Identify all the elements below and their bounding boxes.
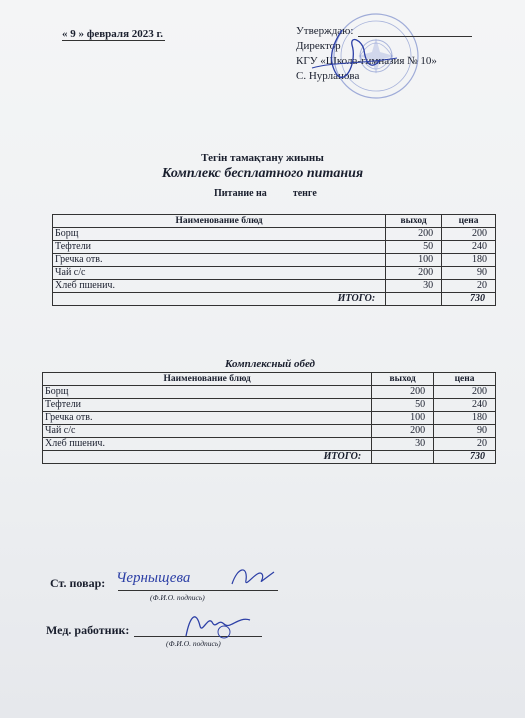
table-row	[43, 425, 496, 438]
cook-hint: (Ф.И.О. подпись)	[150, 593, 205, 602]
approve-organization: КГУ «Школа-гимназия № 10»	[296, 55, 437, 67]
dish-yield: 200	[386, 228, 442, 241]
dish-name: Хлеб пшенич.	[53, 280, 386, 293]
total-row	[43, 451, 496, 464]
cook-signature-text: Черныщева	[116, 570, 191, 586]
main-title: Комплекс бесплатного питания	[161, 166, 364, 181]
dish-price: 180	[434, 412, 496, 425]
table-row	[43, 399, 496, 412]
total-label: ИТОГО:	[43, 451, 372, 464]
column-header: цена	[434, 373, 496, 386]
cook-signature	[112, 560, 282, 594]
cook-label: Ст. повар:	[50, 576, 106, 590]
total-value: 730	[434, 451, 496, 464]
table-row	[43, 438, 496, 451]
dish-price: 20	[434, 438, 496, 451]
dish-yield: 50	[386, 241, 442, 254]
med-worker-label: Мед. работник:	[46, 623, 130, 637]
column-header: выход	[386, 215, 442, 228]
dish-price: 240	[442, 241, 496, 254]
approve-label: Утверждаю:	[296, 25, 354, 37]
total-empty-cell	[386, 293, 442, 306]
total-empty-cell	[372, 451, 434, 464]
table-row	[53, 280, 496, 293]
dish-price: 180	[442, 254, 496, 267]
dish-yield: 200	[386, 267, 442, 280]
kazakh-title: Тегін тамақтану жиыны	[201, 152, 324, 164]
total-label: ИТОГО:	[53, 293, 386, 306]
dish-name: Тефтели	[53, 241, 386, 254]
dish-yield: 50	[372, 399, 434, 412]
dish-name: Чай с/с	[53, 267, 386, 280]
dish-yield: 30	[386, 280, 442, 293]
med-hint: (Ф.И.О. подпись)	[166, 639, 221, 648]
dish-name: Тефтели	[43, 399, 372, 412]
dish-name: Хлеб пшенич.	[43, 438, 372, 451]
approve-person: С. Нурланова	[296, 70, 360, 82]
column-header: Наименование блюд	[43, 373, 372, 386]
dish-yield: 30	[372, 438, 434, 451]
dish-yield: 200	[372, 386, 434, 399]
document-date: « 9 » февраля 2023 г.	[62, 28, 164, 40]
dish-name: Гречка отв.	[53, 254, 386, 267]
total-value: 730	[442, 293, 496, 306]
director-signature	[302, 20, 422, 90]
menu-table-2	[42, 372, 496, 464]
table-row	[53, 267, 496, 280]
table-row	[43, 386, 496, 399]
table-row	[53, 241, 496, 254]
table-row	[53, 254, 496, 267]
dish-price: 90	[434, 425, 496, 438]
dish-name: Борщ	[53, 228, 386, 241]
table-row	[53, 228, 496, 241]
dish-price: 90	[442, 267, 496, 280]
menu-table-1	[52, 214, 496, 306]
dish-name: Чай с/с	[43, 425, 372, 438]
table-header-row	[53, 215, 496, 228]
table-row	[43, 412, 496, 425]
price-line: Питание на тенге	[214, 188, 317, 199]
table-header-row	[43, 373, 496, 386]
dish-price: 20	[442, 280, 496, 293]
dish-price: 200	[434, 386, 496, 399]
dish-price: 200	[442, 228, 496, 241]
lunch-subtitle: Комплексный обед	[225, 358, 316, 370]
dish-yield: 100	[386, 254, 442, 267]
column-header: цена	[442, 215, 496, 228]
dish-name: Гречка отв.	[43, 412, 372, 425]
column-header: выход	[372, 373, 434, 386]
dish-name: Борщ	[43, 386, 372, 399]
dish-yield: 200	[372, 425, 434, 438]
dish-price: 240	[434, 399, 496, 412]
dish-yield: 100	[372, 412, 434, 425]
approve-position: Директор	[296, 40, 341, 52]
total-row	[53, 293, 496, 306]
column-header: Наименование блюд	[53, 215, 386, 228]
